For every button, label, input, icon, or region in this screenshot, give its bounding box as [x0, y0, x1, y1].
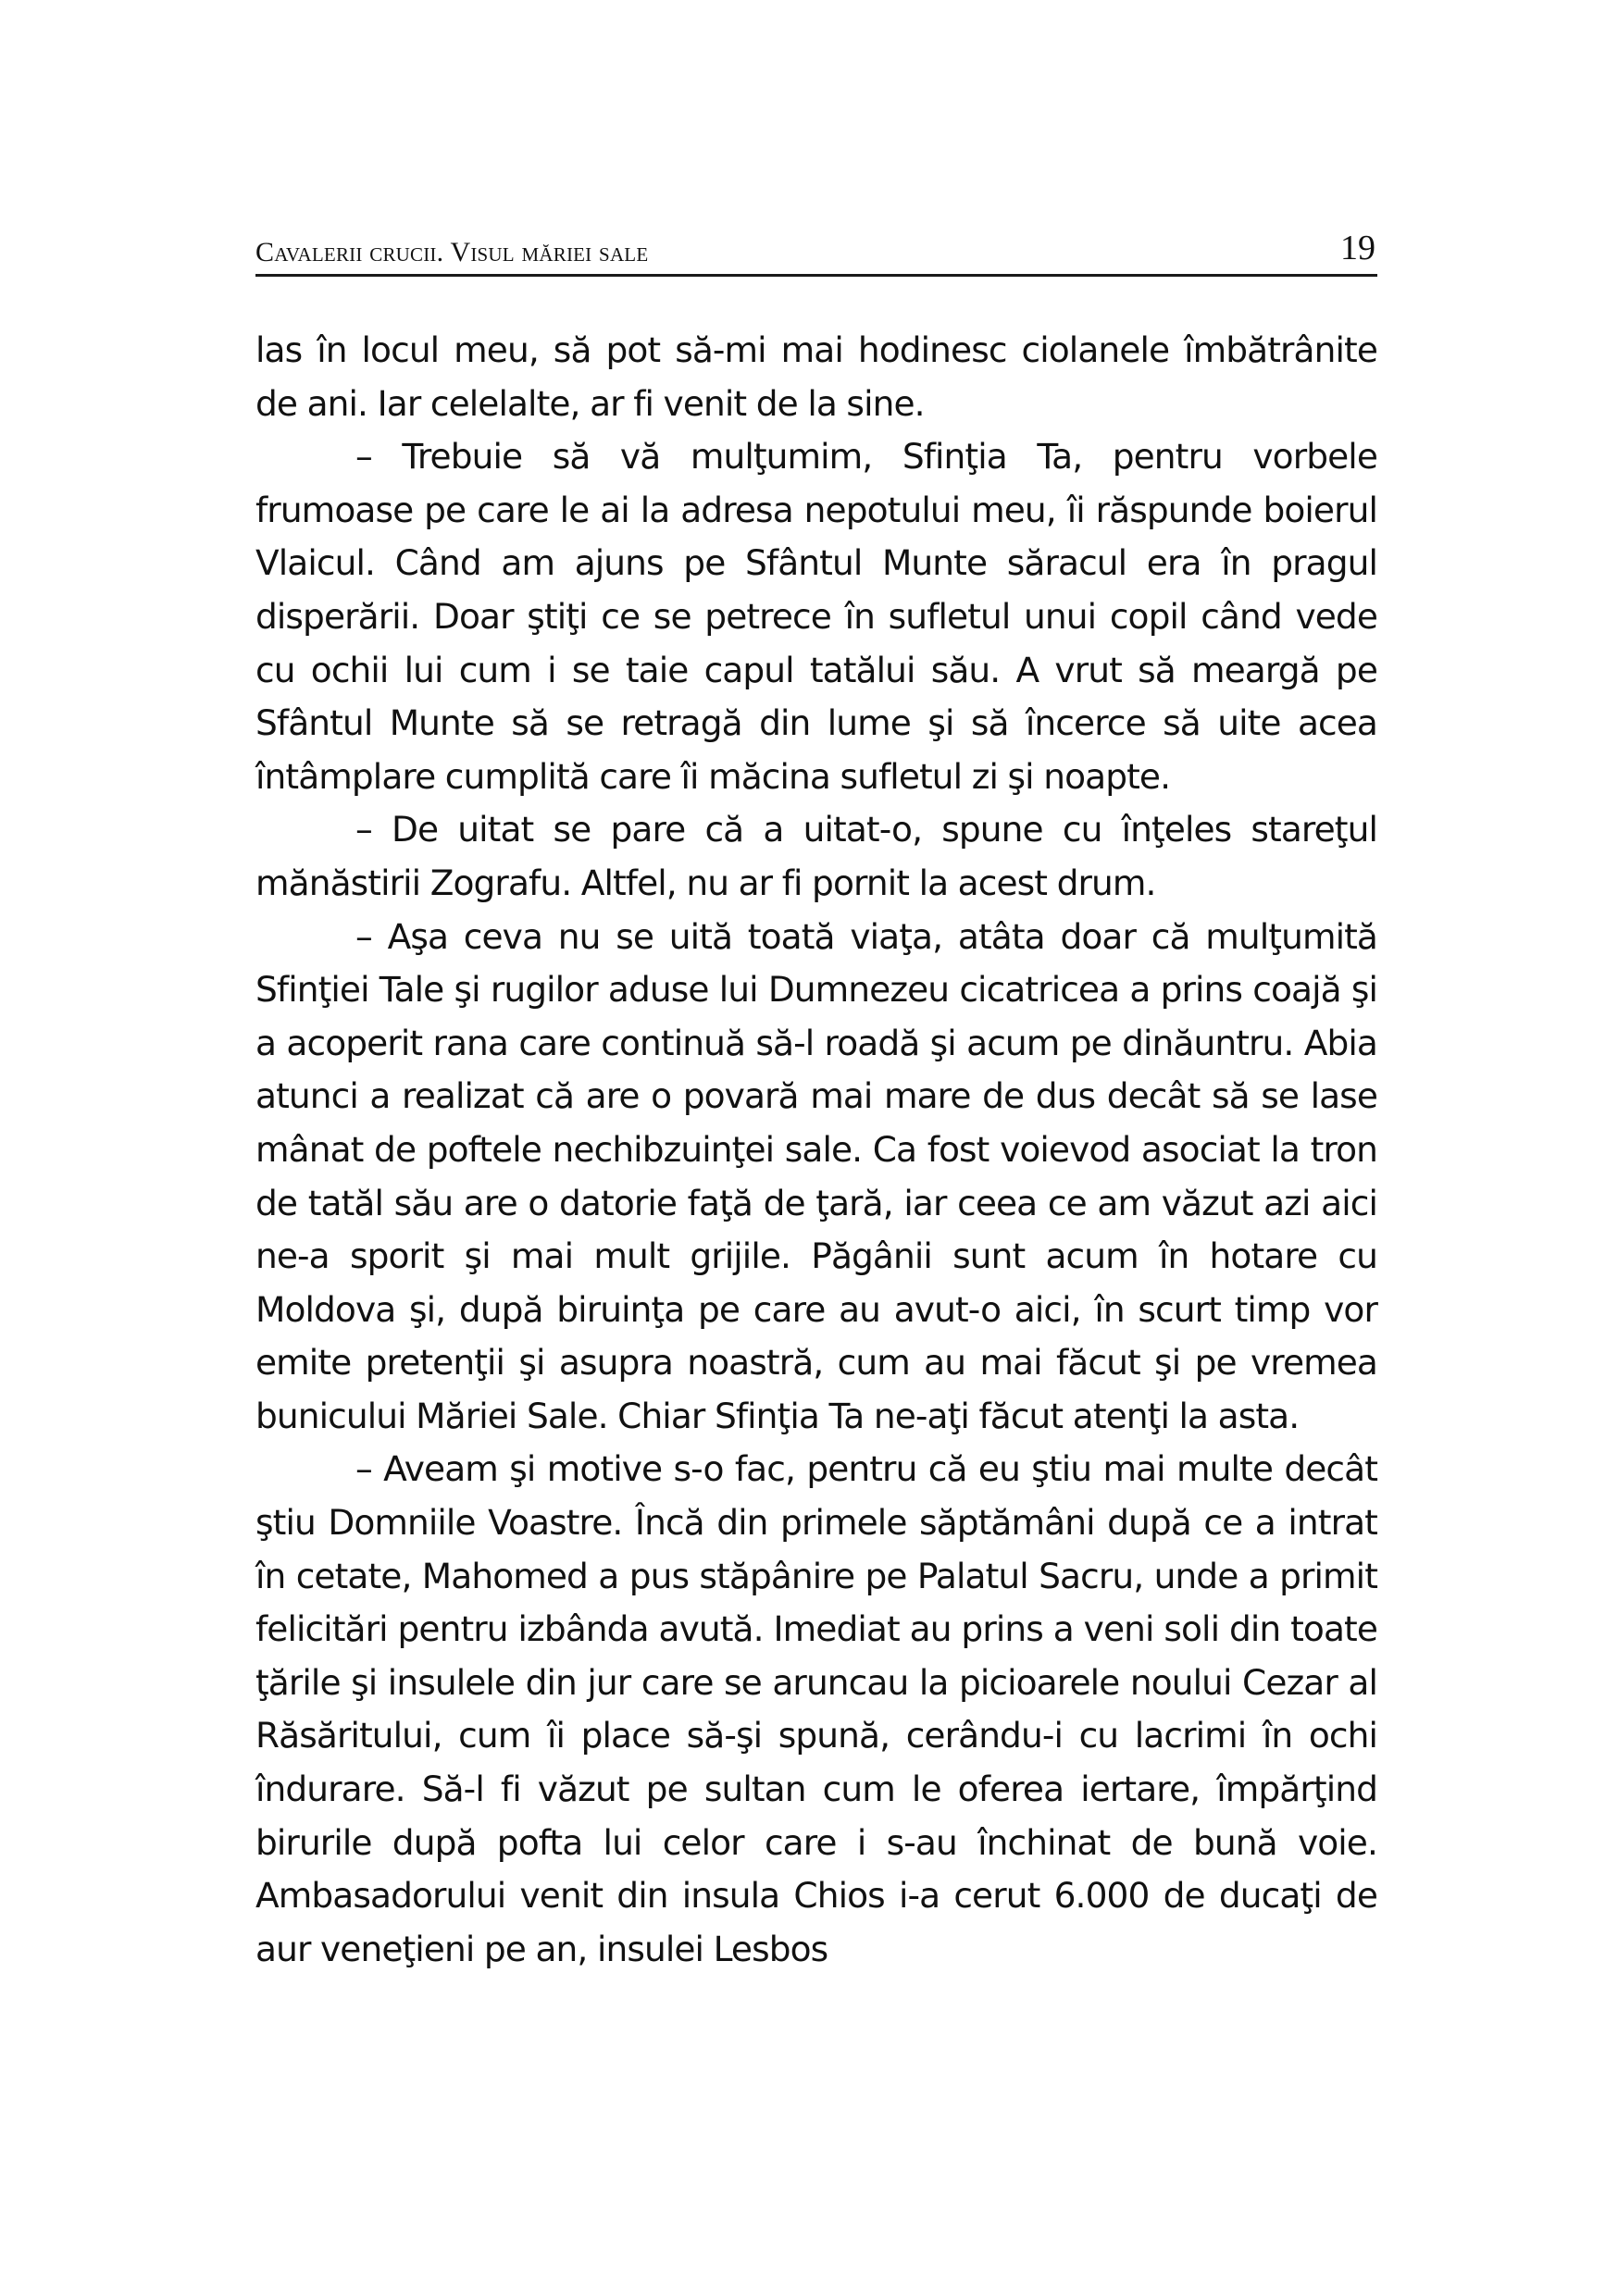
paragraph-dialogue: – Aveam şi motive s-o fac, pentru că eu ştiu mai multe decât ştiu Domniile Voastre. Încă din primele săptămâni după ce a intrat în cetate, Mahomed a pus stăpânire pe Palatul Sacru, unde a primit felicitări pentru izbânda avută. Imediat au prins a veni soli din toate ţările şi insulele din jur care se aruncau la picioarele noului Cezar al Răsăritului, cum îi place să-şi spună, cerându-i cu lacrimi în ochi îndurare. Să-l fi văzut pe sultan cum le oferea iertare, împărţind birurile după pofta lui celor care i s-au închinat de bună voie. Ambasadorului venit din insula Chios i-a cerut 6.000 de ducaţi de aur veneţieni pe an, insulei Lesbos: [255, 1448, 1377, 1969]
paragraph-continuation: las în locul meu, să pot să-mi mai hodinesc ciolanele îmbătrânite de ani. Iar celelalte, ar fi venit de la sine.: [255, 329, 1377, 424]
running-header: [255, 228, 1377, 277]
body-text: [255, 324, 1377, 1976]
paragraph-dialogue: – De uitat se pare că a uitat-o, spune cu înţeles stareţul mănăstirii Zografu. Altfel, nu ar fi pornit la acest drum.: [255, 809, 1377, 903]
paragraph-dialogue: – Aşa ceva nu se uită toată viaţa, atâta doar că mulţumită Sfinţiei Tale şi rugilor aduse lui Dumnezeu cicatricea a prins coajă şi a acoperit rana care continuă să-l roadă şi acum pe dinăuntru. Abia atunci a realizat că are o povară mai mare de dus decât să se lase mânat de poftele nechibzuinţei sale. Ca fost voievod asociat la tron de tatăl său are o datorie faţă de ţară, iar ceea ce am văzut azi aici ne-a sporit şi mai mult grijile. Păgânii sunt acum în hotare cu Moldova şi, după biruinţa pe care au avut-o aici, în scurt timp vor emite pretenţii şi asupra noastră, cum au mai făcut şi pe vremea bunicului Măriei Sale. Chiar Sfinţia Ta ne-aţi făcut atenţi la asta.: [255, 915, 1377, 1436]
paragraph-dialogue: – Trebuie să vă mulţumim, Sfinţia Ta, pentru vorbele frumoase pe care le ai la adresa nepotului meu, îi răspunde boierul Vlaicul. Când am ajuns pe Sfântul Munte săracul era în pragul disperării. Doar ştiţi ce se petrece în sufletul unui copil când vede cu ochii lui cum i se taie capul tatălui său. A vrut să meargă pe Sfântul Munte să se retragă din lume şi să încerce să uite acea întâmplare cumplită care îi măcina sufletul zi şi noapte.: [255, 436, 1377, 797]
page-number: 19: [1340, 229, 1375, 267]
header-title: Cavalerii crucii. Visul măriei sale: [255, 237, 649, 267]
